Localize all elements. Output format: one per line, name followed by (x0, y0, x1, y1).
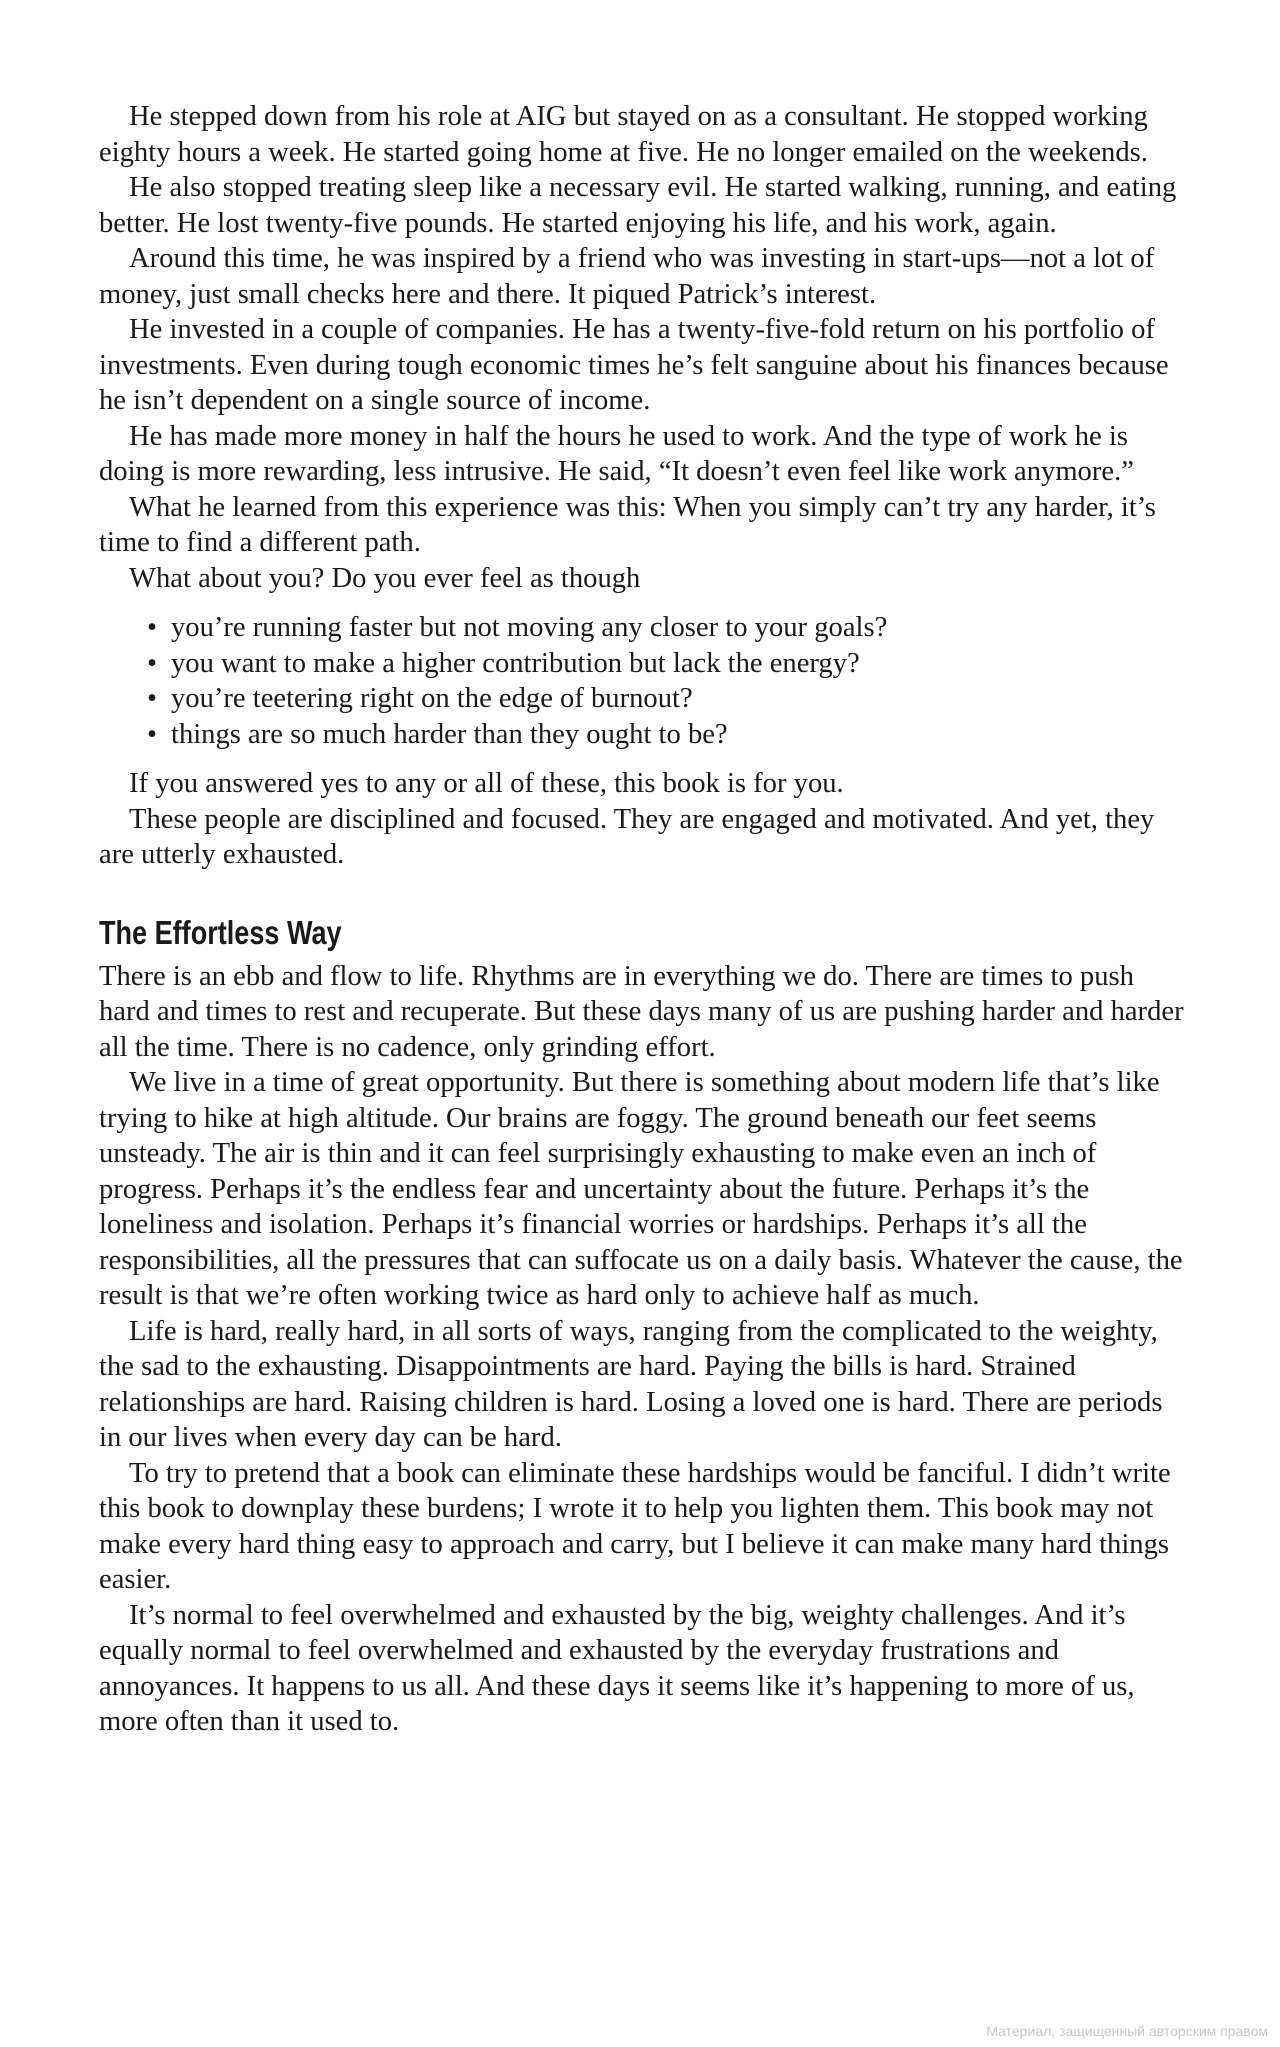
list-item (147, 646, 1191, 682)
bullet-list (99, 610, 1191, 752)
bullet-icon: • (147, 718, 158, 750)
paragraph: What about you? Do you ever feel as though (129, 562, 641, 594)
list-item-text: you want to make a higher contribution but lack the energy? (171, 647, 860, 679)
paragraph: What he learned from this experience was this: When you simply can’t try any harder, it’s time to find a different path. (99, 491, 1156, 558)
copyright-watermark: Материал, защищенный авторским правом (986, 2023, 1268, 2039)
list-item-text: things are so much harder than they ought to be? (171, 718, 728, 750)
paragraph: He also stopped treating sleep like a necessary evil. He started walking, running, and eating better. He lost twenty-five pounds. He started enjoying his life, and his work, again. (99, 172, 1177, 239)
paragraph: We live in a time of great opportunity. But there is something about modern life that’s like trying to hike at high altitude. Our brains are foggy. The ground beneath our feet seems unsteady. The air is thin and it can feel surprisingly exhausting to make even an inch of progress. Perhaps it’s the endless fear and uncertainty about the future. Perhaps it’s the loneliness and isolation. Perhaps it’s financial worries or hardships. Perhaps it’s all the responsibilities, all the pressures that can suffocate us on a daily basis. Whatever the cause, the result is that we’re often working twice as hard only to achieve half as much. (99, 1067, 1183, 1311)
paragraph: If you answered yes to any or all of these, this book is for you. (129, 768, 844, 799)
paragraph: These people are disciplined and focused. They are engaged and motivated. And yet, they are utterly exhausted. (99, 803, 1155, 870)
list-item (147, 681, 1191, 717)
bullet-icon: • (147, 683, 158, 714)
list-item (147, 610, 1191, 646)
paragraph: Life is hard, really hard, in all sorts of ways, ranging from the complicated to the weighty, the sad to the exhausting. Disappointments are hard. Paying the bills is hard. Strained relationships are hard. Raising children is hard. Losing a loved one is hard. There are periods in our lives when every day can be hard. (99, 1315, 1163, 1453)
bullet-icon: • (147, 612, 158, 643)
paragraph: There is an ebb and flow to life. Rhythms are in everything we do. There are times to push hard and times to rest and recuperate. But these days many of us are pushing harder and harder all the time. There is no cadence, only grinding effort. (99, 960, 1184, 1063)
paragraph: He has made more money in half the hours he used to work. And the type of work he is doing is more rewarding, less intrusive. He said, “It doesn’t even feel like work anymore.” (99, 420, 1134, 487)
bullet-icon: • (147, 647, 158, 679)
paragraph: He invested in a couple of companies. He has a twenty-five-fold return on his portfolio of investments. Even during tough economic times he’s felt sanguine about his finances because he isn’t dependent on a single source of income. (99, 314, 1169, 416)
list-item-text: you’re running faster but not moving any closer to your goals? (171, 612, 888, 643)
list-item (147, 717, 1191, 753)
book-page (99, 99, 1191, 1740)
paragraph: To try to pretend that a book can eliminate these hardships would be fanciful. I didn’t write this book to downplay these burdens; I wrote it to help you lighten them. This book may not make every hard thing easy to approach and carry, but I believe it can make many hard things easier. (99, 1457, 1171, 1595)
paragraph: It’s normal to feel overwhelmed and exhausted by the big, weighty challenges. And it’s equally normal to feel overwhelmed and exhausted by the everyday frustrations and annoyances. It happens to us all. And these days it seems like it’s happening to more of us, more often than it used to. (99, 1599, 1135, 1737)
paragraph: Around this time, he was inspired by a friend who was investing in start-ups—not a lot of money, just small checks here and there. It piqued Patrick’s interest. (99, 243, 1155, 310)
list-item-text: you’re teetering right on the edge of burnout? (171, 683, 693, 714)
paragraph: He stepped down from his role at AIG but stayed on as a consultant. He stopped working eighty hours a week. He started going home at five. He no longer emailed on the weekends. (99, 101, 1148, 168)
section-heading: The Effortless Way (99, 913, 342, 951)
